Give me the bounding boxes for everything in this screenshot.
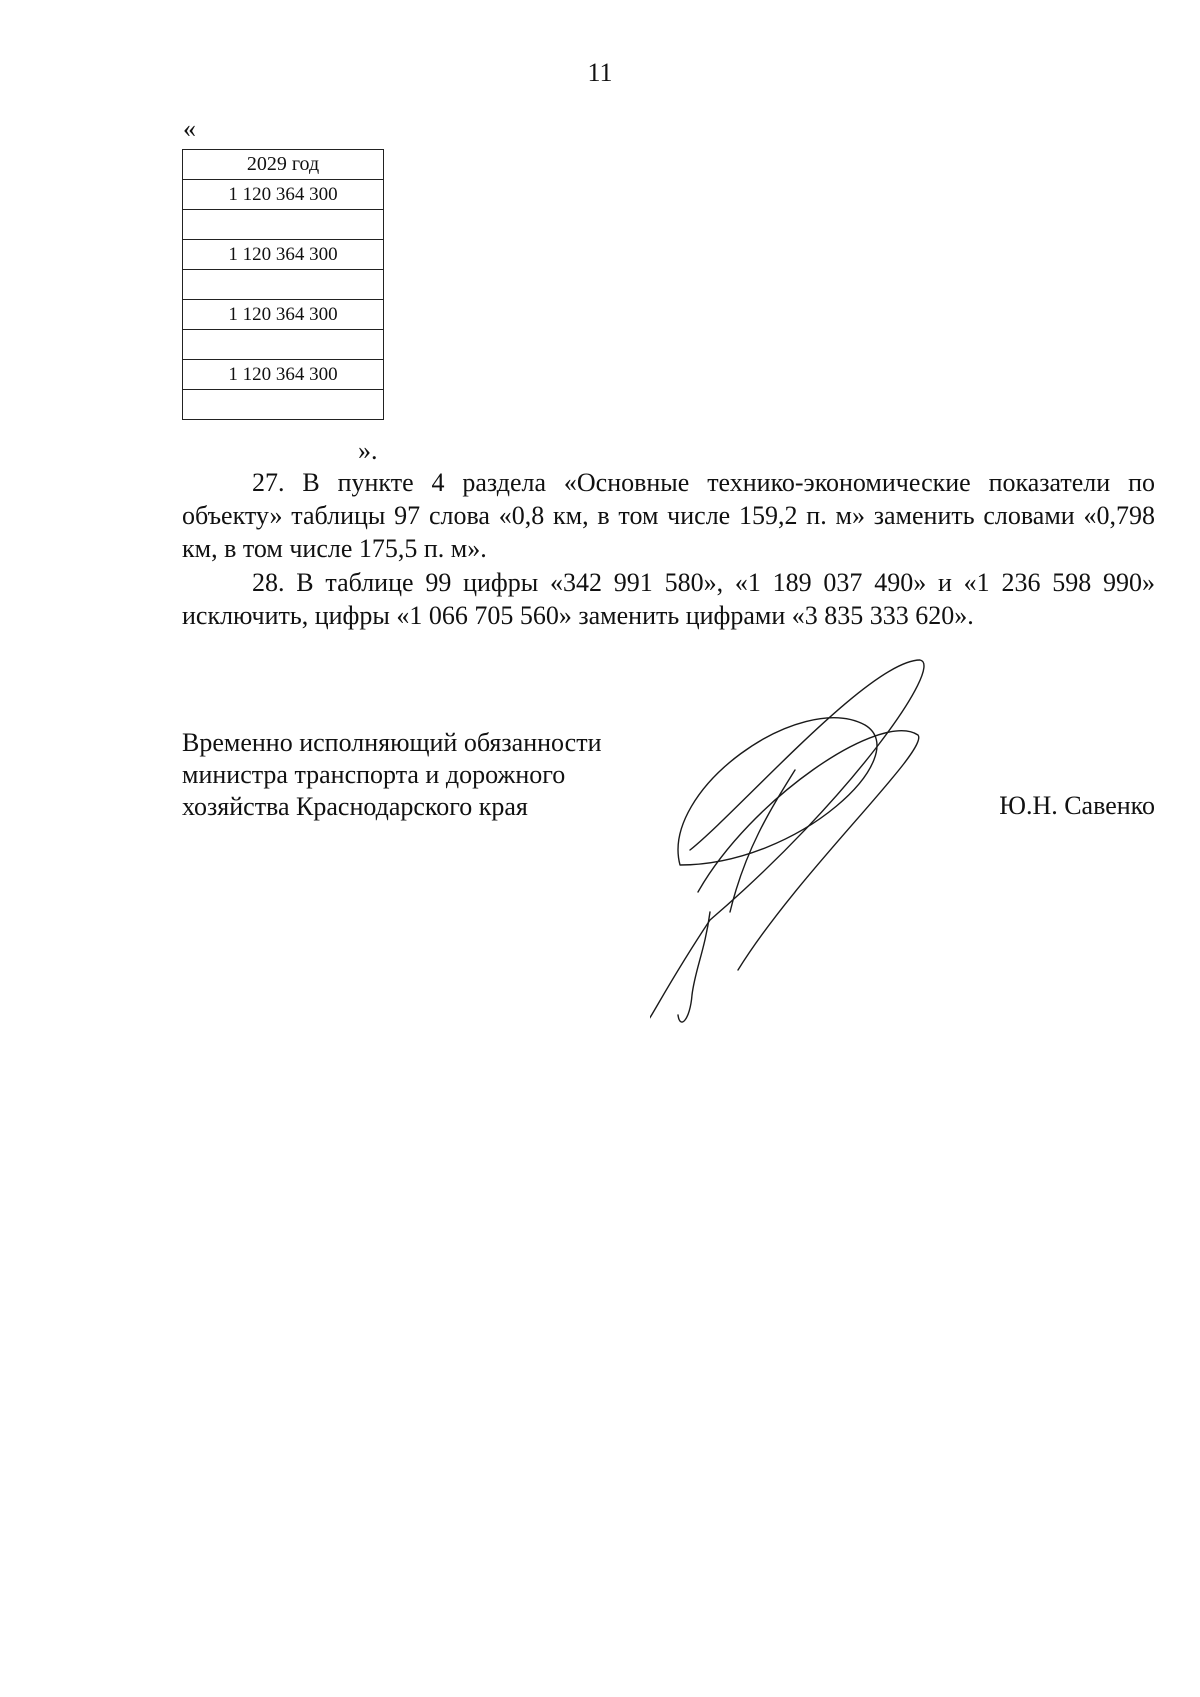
table-cell: 1 120 364 300 <box>183 180 384 210</box>
table-row <box>183 390 384 420</box>
table-row <box>183 210 384 240</box>
table-cell: 1 120 364 300 <box>183 360 384 390</box>
table-row <box>183 330 384 360</box>
closing-quote: ». <box>358 436 378 465</box>
table-row <box>183 180 384 210</box>
signatory-title <box>182 727 682 823</box>
table-row <box>183 240 384 270</box>
table-cell <box>183 390 384 420</box>
paragraph-27: 27. В пункте 4 раздела «Основные технико-экономические показатели по объекту» таблицы 97 слова «0,8 км, в том числе 159,2 п. м» заменить словами «0,798 км, в том числе 175,5 п. м». <box>182 468 1155 563</box>
table-cell <box>183 270 384 300</box>
table-cell <box>183 210 384 240</box>
table-header-year: 2029 год <box>183 150 384 180</box>
opening-quote: « <box>183 114 196 143</box>
table-header-row <box>183 150 384 180</box>
amount-table <box>182 149 384 420</box>
signatory-title-line: министра транспорта и дорожного <box>182 760 566 789</box>
table-cell: 1 120 364 300 <box>183 300 384 330</box>
table-cell <box>183 330 384 360</box>
paragraph-28: 28. В таблице 99 цифры «342 991 580», «1 189 037 490» и «1 236 598 990» исключить, цифры «1 066 705 560» заменить цифрами «3 835 333 620». <box>182 568 1155 630</box>
page-number: 11 <box>587 58 613 87</box>
handwritten-signature <box>650 650 930 1030</box>
table-row <box>183 360 384 390</box>
table-cell: 1 120 364 300 <box>183 240 384 270</box>
signatory-title-line: Временно исполняющий обязанности <box>182 728 602 757</box>
signer-name: Ю.Н. Савенко <box>999 791 1155 820</box>
table-row <box>183 270 384 300</box>
table-row <box>183 300 384 330</box>
signatory-title-line: хозяйства Краснодарского края <box>182 792 528 821</box>
